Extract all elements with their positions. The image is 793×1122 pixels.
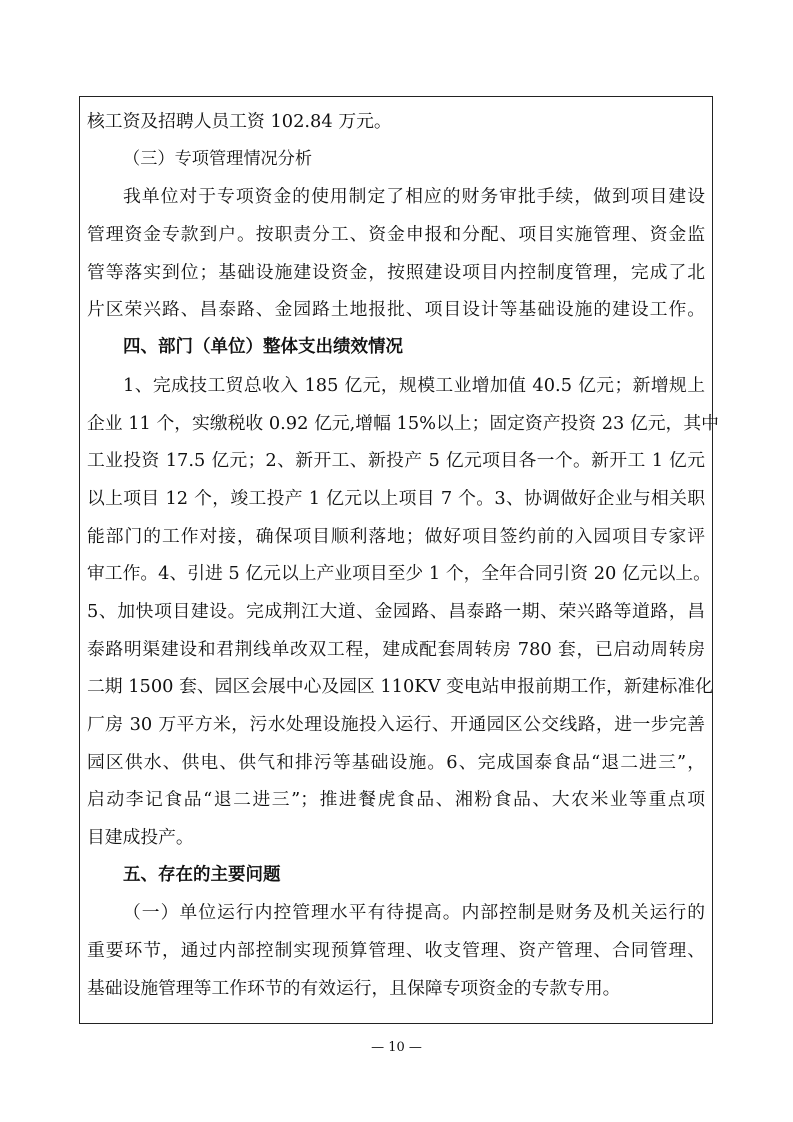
text-line: 工业投资 17.5 亿元；2、新开工、新投产 5 亿元项目各一个。新开工 1 亿元 xyxy=(87,450,705,472)
text-line: 审工作。4、引进 5 亿元以上产业项目至少 1 个，全年合同引资 20 亿元以上。 xyxy=(87,563,711,585)
text-line: 厂房 30 万平方米，污水处理设施投入运行、开通园区公交线路，进一步完善 xyxy=(87,714,705,735)
text-line: 企业 11 个，实缴税收 0.92 亿元,增幅 15%以上；固定资产投资 23 亿元，其中 xyxy=(87,412,719,434)
text-line: 我单位对于专项资金的使用制定了相应的财务审批手续，做到项目建设 xyxy=(123,186,705,208)
text-line: 泰路明渠建设和君荆线单改双工程，建成配套周转房 780 套，已启动周转房 xyxy=(87,638,705,660)
text-line: 二期 1500 套、园区会展中心及园区 110KV 变电站申报前期工作，新建标准化 xyxy=(87,676,713,698)
text-line: 管理资金专款到户。按职责分工、资金申报和分配、项目实施管理、资金监 xyxy=(87,224,705,246)
text-line: 5、加快项目建设。完成荆江大道、金园路、昌泰路一期、荣兴路等道路，昌 xyxy=(87,600,705,622)
section-heading: 五、存在的主要问题 xyxy=(123,864,281,885)
text-line: 以上项目 12 个，竣工投产 1 亿元以上项目 7 个。3、协调做好企业与相关职 xyxy=(87,487,705,509)
text-line: 核工资及招聘人员工资 102.84 万元。 xyxy=(87,111,392,132)
text-line: 重要环节，通过内部控制实现预算管理、收支管理、资产管理、合同管理、 xyxy=(87,940,705,962)
text-line: （一）单位运行内控管理水平有待提高。内部控制是财务及机关运行的 xyxy=(123,902,705,924)
text-line: 管等落实到位；基础设施建设资金，按照建设项目内控制度管理，完成了北 xyxy=(87,261,705,283)
section-heading: 四、部门（单位）整体支出绩效情况 xyxy=(123,337,403,358)
text-line: 1、完成技工贸总收入 185 亿元，规模工业增加值 40.5 亿元；新增规上 xyxy=(123,374,705,396)
text-line: 启动李记食品“退二进三”；推进餐虎食品、湘粉食品、大农米业等重点项 xyxy=(87,789,705,811)
text-line: 能部门的工作对接，确保项目顺利落地；做好项目签约前的入园项目专家评 xyxy=(87,525,705,547)
text-line: 目建成投产。 xyxy=(87,827,194,849)
text-line: 基础设施管理等工作环节的有效运行，且保障专项资金的专款专用。 xyxy=(87,977,621,999)
page-number: — 10 — xyxy=(371,1040,422,1055)
document-body xyxy=(87,103,719,1008)
text-line: 片区荣兴路、昌泰路、金园路土地报批、项目设计等基础设施的建设工作。 xyxy=(87,299,705,321)
text-line: 园区供水、供电、供气和排污等基础设施。6、完成国泰食品“退二进三”， xyxy=(87,751,705,773)
section-subheading: （三）专项管理情况分析 xyxy=(123,148,313,169)
